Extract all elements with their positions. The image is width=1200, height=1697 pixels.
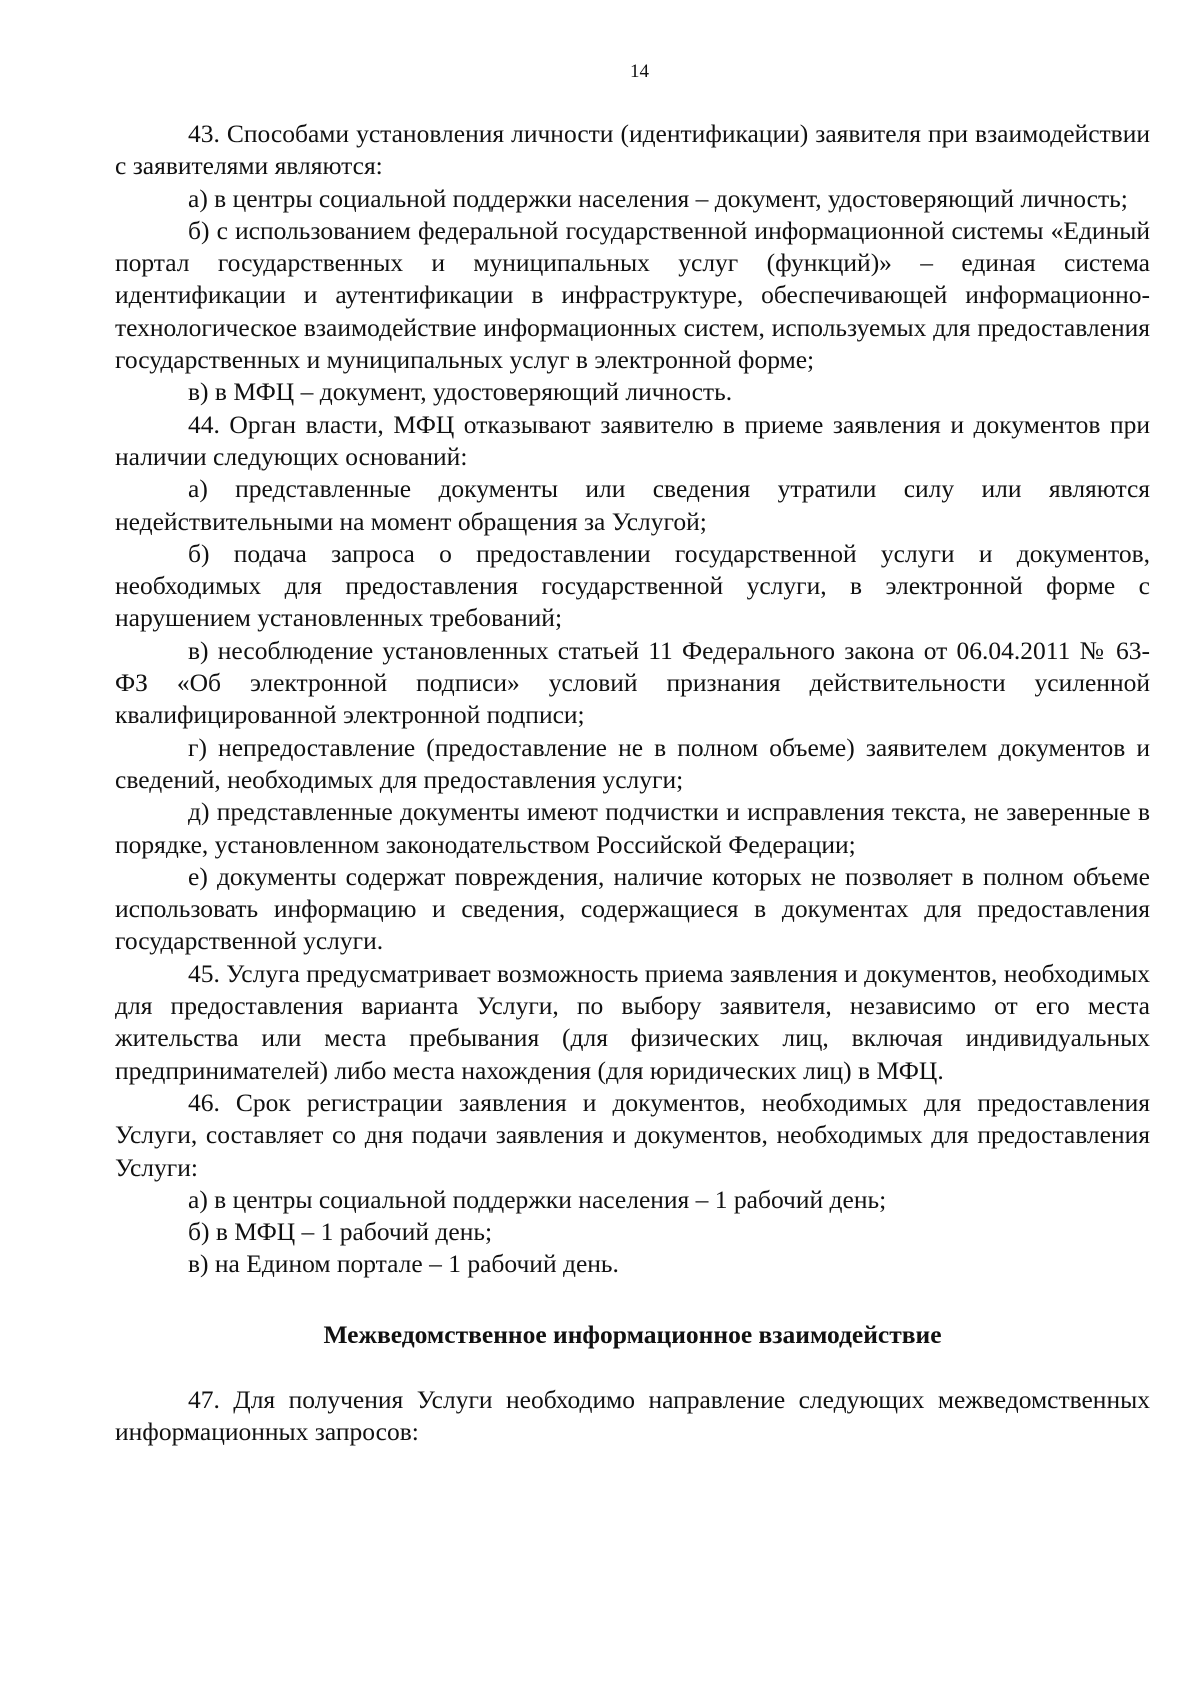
- paragraph-44-g: г) непредоставление (предоставление не в полном объеме) заявителем документов и сведений, необходимых для предоставления услуги;: [115, 732, 1150, 794]
- paragraph-46-b: б) в МФЦ – 1 рабочий день;: [188, 1217, 493, 1247]
- paragraph-45: 45. Услуга предусматривает возможность приема заявления и документов, необходимых для предоставления варианта Услуги, по выбору заявителя, независимо от его места жительства или места пребывания (для физических лиц, включая индивидуальных предпринимателей) либо места нахождения (для юридических лиц) в МФЦ.: [115, 958, 1150, 1085]
- paragraph-43-a: а) в центры социальной поддержки населения – документ, удостоверяющий личность;: [188, 183, 1128, 213]
- paragraph-43-v: в) в МФЦ – документ, удостоверяющий личность.: [188, 377, 733, 407]
- paragraph-44-d: д) представленные документы имеют подчистки и исправления текста, не заверенные в порядке, установленном законодательством Российской Федерации;: [115, 797, 1150, 859]
- paragraph-46-a: а) в центры социальной поддержки населения – 1 рабочий день;: [188, 1184, 887, 1214]
- paragraph-44-e: е) документы содержат повреждения, наличие которых не позволяет в полном объеме использовать информацию и сведения, содержащиеся в документах для предоставления государственной услуги.: [115, 861, 1150, 956]
- document-page: [115, 60, 1150, 1448]
- section-heading: Межведомственное информационное взаимодействие: [323, 1319, 942, 1349]
- paragraph-46: 46. Срок регистрации заявления и документов, необходимых для предоставления Услуги, составляет со дня подачи заявления и документов, необходимых для предоставления Услуги:: [115, 1087, 1150, 1182]
- paragraph-43: 43. Способами установления личности (идентификации) заявителя при взаимодействии с заявителями являются:: [115, 119, 1150, 181]
- paragraph-44-b: б) подача запроса о предоставлении государственной услуги и документов, необходимых для предоставления государственной услуги, в электронной форме с нарушением установленных требований;: [115, 538, 1150, 633]
- paragraph-44-a: а) представленные документы или сведения утратили силу или являются недействительными на момент обращения за Услугой;: [115, 474, 1150, 536]
- paragraph-43-b: б) с использованием федеральной государственной информационной системы «Единый портал государственных и муниципальных услуг (функций)» – единая система идентификации и аутентификации в инфраструктуре, обеспечивающей информационно-технологическое взаимодействие информационных систем, используемых для предоставления государственных и муниципальных услуг в электронной форме;: [115, 215, 1150, 375]
- paragraph-46-v: в) на Едином портале – 1 рабочий день.: [188, 1249, 619, 1279]
- paragraph-44: 44. Орган власти, МФЦ отказывают заявителю в приеме заявления и документов при наличии следующих оснований:: [115, 409, 1150, 471]
- paragraph-47: 47. Для получения Услуги необходимо направление следующих межведомственных информационных запросов:: [115, 1384, 1150, 1446]
- page-number: 14: [630, 61, 649, 82]
- paragraph-44-v: в) несоблюдение установленных статьей 11 Федерального закона от 06.04.2011 № 63-ФЗ «Об электронной подписи» условий признания действительности усиленной квалифицированной электронной подписи;: [115, 635, 1150, 730]
